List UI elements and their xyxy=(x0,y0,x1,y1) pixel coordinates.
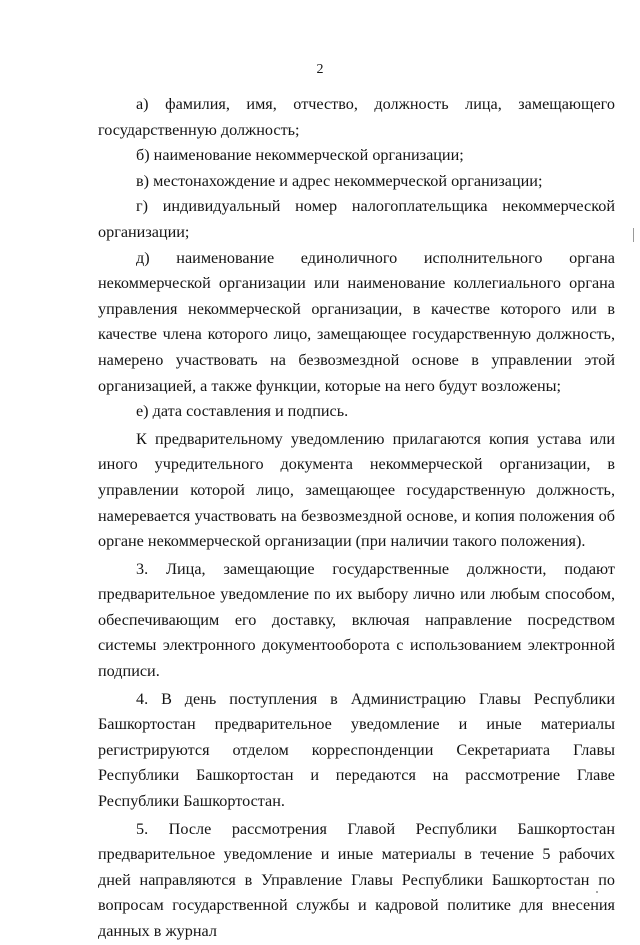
clause-4-paragraph: 4. В день поступления в Администрацию Главы Республики Башкортостан предварительное уведомление и иные материалы регистрируются отделом корреспонденции Секретариата Главы Республики Башкортостан и передаются на рассмотрение Главе Республики Башкортостан. xyxy=(98,689,615,811)
clause-3-paragraph: 3. Лица, замещающие государственные должности, подают предварительное уведомление по их выбору лично или любым способом, обеспечивающим его доставку, включая направление посредством системы электронного документооборота с использованием электронной подписи. xyxy=(98,559,615,681)
list-item-a: а) фамилия, имя, отчество, должность лица, замещающего государственную должность; xyxy=(98,95,615,139)
list-item-c: в) местонахождение и адрес некоммерческой организации; xyxy=(136,171,543,190)
attachments-paragraph: К предварительному уведомлению прилагаются копия устава или иного учредительного документа некоммерческой организации, в управлении которой лицо, замещающее государственную должность, намеревается участвовать на безвозмездной основе, и копия положения об органе некоммерческой организации (при наличии такого положения). xyxy=(98,429,615,551)
list-item-b: б) наименование некоммерческой организации; xyxy=(136,146,464,165)
list-item-f: е) дата составления и подпись. xyxy=(136,402,349,421)
list-item-e: д) наименование единоличного исполнительного органа некоммерческой организации или наименование коллегиального органа управления некоммерческой организации, в качестве которого или в качестве члена которого лицо, замещающее государственную должность, намерено участвовать на безвозмездной основе в управлении этой организацией, а также функции, которые на него будут возложены; xyxy=(98,248,615,395)
clause-5-paragraph: 5. После рассмотрения Главой Республики Башкортостан предварительное уведомление и иные материалы в течение 5 рабочих дней направляются в Управление Главы Республики Башкортостан по вопросам государственной службы и кадровой политике для внесения данных в журнал xyxy=(98,819,615,940)
document-body xyxy=(98,92,615,945)
scan-artifact-mark xyxy=(633,228,634,242)
page-number: 2 xyxy=(316,62,324,77)
scan-artifact-dot xyxy=(596,891,598,893)
list-item-d: г) индивидуальный номер налогоплательщика некоммерческой организации; xyxy=(98,197,615,241)
